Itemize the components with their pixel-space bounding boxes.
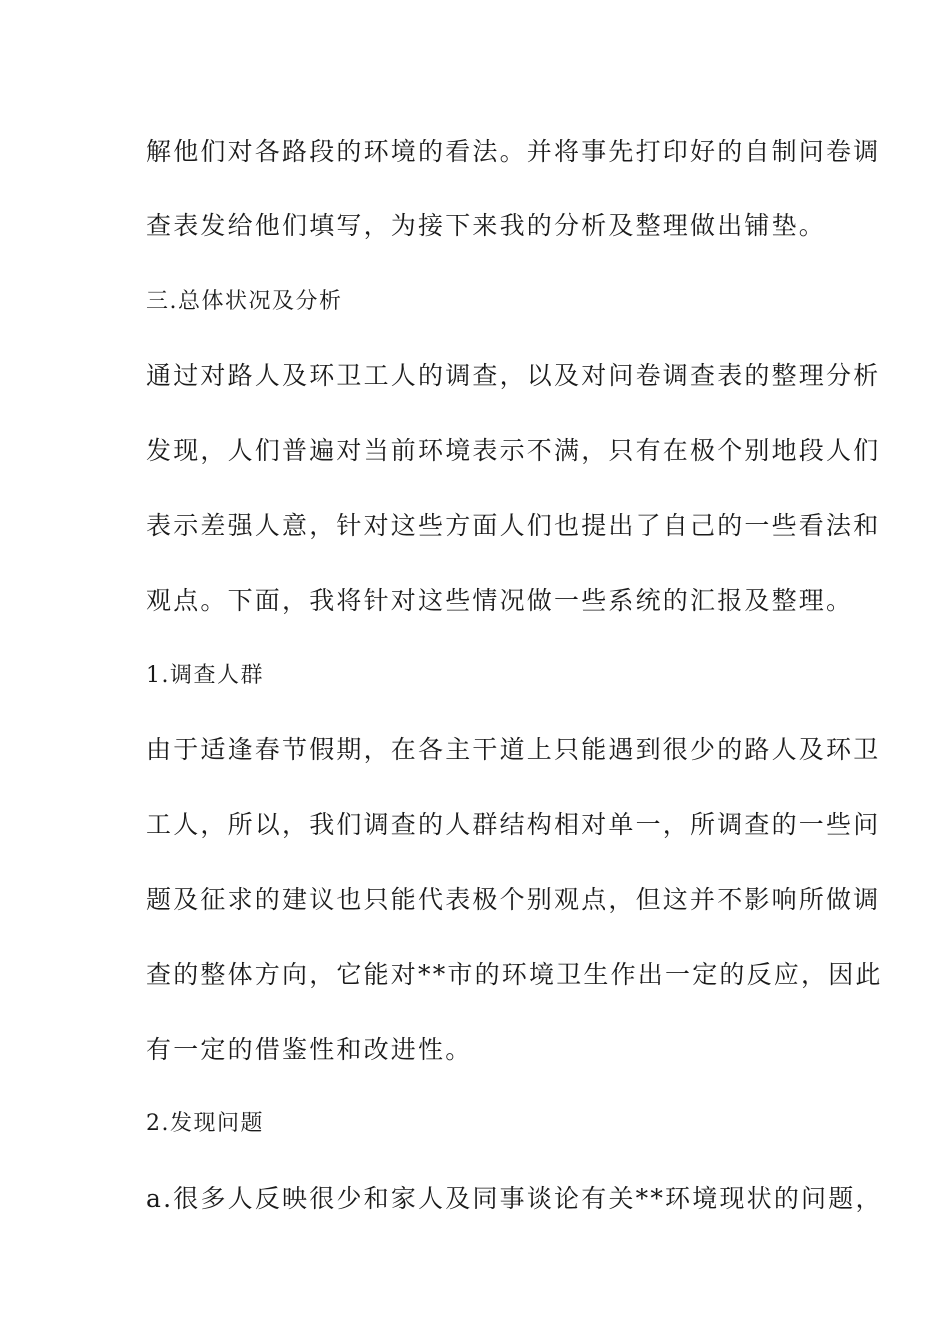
paragraph-line: 观点。下面，我将针对这些情况做一些系统的汇报及整理。 [146, 586, 854, 615]
paragraph-line: a.很多人反映很少和家人及同事谈论有关**环境现状的问题， [146, 1184, 883, 1213]
paragraph-line: 通过对路人及环卫工人的调查，以及对问卷调查表的整理分析 [146, 361, 881, 390]
paragraph-line: 有一定的借鉴性和改进性。 [146, 1035, 473, 1064]
subsection-heading: 2.发现问题 [146, 1111, 264, 1136]
paragraph-line: 表示差强人意，针对这些方面人们也提出了自己的一些看法和 [146, 511, 881, 540]
paragraph-line: 发现，人们普遍对当前环境表示不满，只有在极个别地段人们 [146, 436, 881, 465]
paragraph-line: 查的整体方向，它能对**市的环境卫生作出一定的反应，因此 [146, 960, 883, 989]
paragraph-line: 由于适逢春节假期，在各主干道上只能遇到很少的路人及环卫 [146, 735, 881, 764]
paragraph-line: 工人，所以，我们调查的人群结构相对单一，所调查的一些问 [146, 810, 881, 839]
subsection-heading: 1.调查人群 [146, 663, 264, 688]
paragraph-line: 查表发给他们填写，为接下来我的分析及整理做出铺垫。 [146, 211, 827, 240]
section-heading: 三.总体状况及分析 [146, 289, 343, 314]
paragraph-line: 题及征求的建议也只能代表极个别观点，但这并不影响所做调 [146, 885, 881, 914]
paragraph-line: 解他们对各路段的环境的看法。并将事先打印好的自制问卷调 [146, 137, 881, 166]
